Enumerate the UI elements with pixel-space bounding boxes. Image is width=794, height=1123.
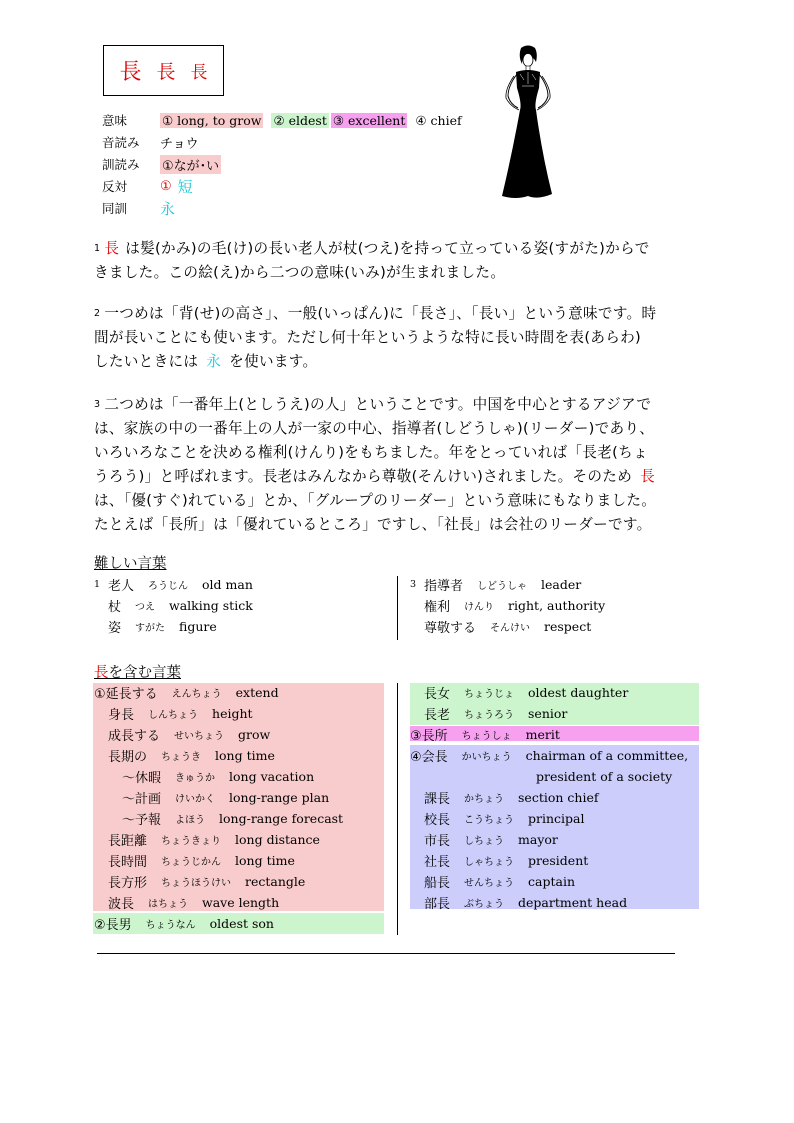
meaning-label: 意味 [102,113,128,128]
difficult-words-title: 難しい言葉 [94,556,167,572]
vocab-reading: そんけい [490,623,531,634]
meaning-row [102,109,470,131]
word-row: 社長 しゃちょう president [424,853,589,870]
kun-reading-label: 訓読み [102,157,140,172]
paragraph-1-line-2: きました。この絵(え)から二つの意味(いみ)が生まれました。 [94,264,506,281]
words-left-red [94,682,384,934]
vocab-kanji: 姿 [108,621,122,636]
word-row: 長距離 ちょうきょり long distance [108,832,320,849]
paragraph-3-line-1: 二つめは「一番年上(としうえ)の人」ということです。中国を中心とするアジアで [104,396,652,413]
on-reading-label: 音読み [102,135,140,150]
kun-reading-row [102,153,470,175]
word-row: 成長する せいちょう grow [108,727,271,744]
vocab-row [410,616,710,637]
paragraph-2-line-2: 間が長いことにも使います。ただし何十年というような特に長い時間を表(あらわ) [94,329,641,346]
words-title-text: を含む言葉 [108,665,181,681]
word-row: 課長 かちょう section chief [424,790,599,807]
paragraph-2-line-1: 一つめは「背(せ)の高さ」、一般(いっぱん)に「長さ」、「長い」という意味です。時 [104,305,657,322]
word-row: 長期の ちょうき long time [108,748,275,765]
vocab-reading: しどうしゃ [477,581,528,592]
word-row: 身長 しんちょう height [108,706,253,723]
word-row: ～休暇 きゅうか long vacation [122,769,315,786]
kanji-medium: 長 [156,61,176,83]
word-row: ①延長する えんちょう extend [94,685,279,702]
meaning-3: ③ excellent [332,112,406,128]
words-right [410,682,700,913]
vocab-reading: すがた [135,623,166,634]
difficult-words-left [94,574,394,637]
paragraph-1-number: 1 [94,243,101,254]
vocab-kanji: 権利 [424,600,451,615]
opposite-label: 反対 [102,179,128,194]
word-row: ～予報 よほう long-range forecast [122,811,344,828]
paragraph-2-number: 2 [94,308,101,319]
words-column-divider [397,683,398,935]
paragraph-2-kanji: 永 [206,353,222,370]
kanji-small: 長 [190,63,208,83]
paragraph-3 [94,393,704,537]
same-kun-row [102,197,470,219]
word-row: president of a society [536,769,673,784]
words-title-kanji: 長 [94,665,109,681]
vocab-row: 3 指導者 しどうしゃ leader [410,577,582,594]
word-row: 市長 しちょう mayor [424,832,558,849]
word-row: 船長 せんちょう captain [424,874,575,891]
paragraph-2-line-3b: を使います。 [229,353,318,370]
word-row: 波長 はちょう wave length [108,895,280,912]
paragraph-3-line-2: は、家族の中の一番年上の人が一家の中心、指導者(しどうしゃ)(リーダー)であり、 [94,420,655,437]
word-row: 長老 ちょうろう senior [424,706,568,723]
paragraph-3-line-5: は、「優(すぐ)れている」とか、「グループのリーダー」という意味にもなりました。 [94,492,657,509]
vocab-row [94,616,394,637]
kanji-large: 長 [119,60,142,85]
vocab-reading: けんり [464,602,495,613]
vocab-english: right, authority [508,598,606,613]
column-divider [397,576,398,640]
opposite-kanji: 短 [177,177,193,196]
opposite-num: ① [160,178,172,194]
vocab-reading: ろうじん [148,581,189,592]
words-section-title [94,661,181,682]
word-row: ④会長 かいちょう chairman of a committee, [410,748,689,765]
paragraph-1-line-1: は髪(かみ)の毛(け)の長い老人が杖(つえ)を持って立っている姿(すがた)からで [125,240,650,257]
vocab-row [94,595,394,616]
word-row: 長方形 ちょうほうけい rectangle [108,874,306,891]
paragraph-2-line-3a: したいときには [94,353,199,370]
kanji-info-table [102,109,470,219]
woman-in-dress-illustration [494,44,562,200]
meaning-4: ④ chief [415,112,462,128]
on-reading-value: チョウ [160,136,199,152]
vocab-reading: つえ [135,602,156,613]
bottom-rule [97,953,675,954]
vocab-kanji: 尊敬する [424,621,477,636]
word-row: 長時間 ちょうじかん long time [108,853,295,870]
paragraph-3-line-3: いろいろなことを決める権利(けんり)をもちました。年をとっていれば「長老(ちょ [94,444,648,461]
kun-reading-value: ①なが･い [160,155,221,174]
paragraph-3-line-4: うろう)」と呼ばれます。長老はみんなから尊敬(そんけい)されました。そのため [94,468,633,485]
paragraph-1-kanji: 長 [104,240,120,257]
same-kun-kanji: 永 [160,199,176,218]
vocab-kanji: 老人 [108,579,135,594]
word-row: ②長男 ちょうなん oldest son [94,916,274,933]
vocab-english: respect [544,619,592,634]
paragraph-3-line-6: たとえば「長所」は「優れているところ」ですし、「社長」は会社のリーダーです。 [94,516,652,533]
vocab-kanji: 杖 [108,600,122,615]
paragraph-2 [94,302,704,374]
word-row: ～計画 けいかく long-range plan [122,790,330,807]
on-reading-row [102,131,470,153]
same-kun-label: 同訓 [102,201,128,216]
opposite-row [102,175,470,197]
word-row: 校長 こうちょう principal [424,811,585,828]
meaning-2: ② eldest [273,112,327,128]
paragraph-1 [94,237,704,285]
paragraph-3-number: 3 [94,399,101,410]
vocab-english: old man [202,577,253,592]
paragraph-3-kanji: 長 [640,468,656,485]
vocab-row: 1 老人 ろうじん old man [94,577,253,594]
meaning-1: ① long, to grow [162,112,262,128]
word-row: 長女 ちょうじょ oldest daughter [424,685,629,702]
vocab-english: leader [541,577,582,592]
vocab-english: figure [179,619,217,634]
difficult-words-right [410,574,710,637]
vocab-row [410,595,710,616]
word-row: 部長 ぶちょう department head [424,895,628,912]
vocab-kanji: 指導者 [424,579,464,594]
kanji-title-box [103,45,224,96]
vocab-english: walking stick [169,598,253,613]
word-row: ③長所 ちょうしょ merit [410,727,560,744]
